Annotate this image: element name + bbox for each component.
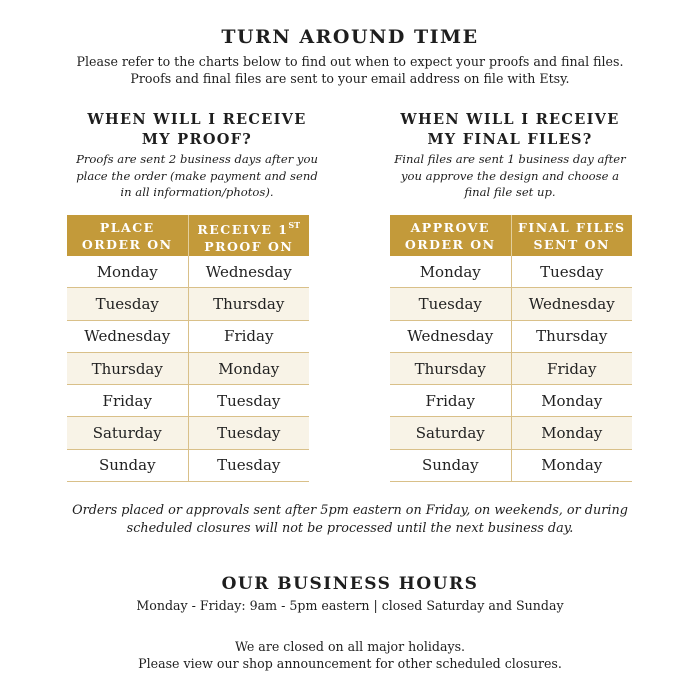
final-note-line: you approve the design and choose a (400, 168, 620, 183)
processing-notice (60, 502, 640, 538)
table-row (67, 256, 309, 288)
business-hours-text: Monday - Friday: 9am - 5pm eastern | closed Saturday and Sunday (136, 598, 564, 613)
business-hours-title: OUR BUSINESS HOURS (221, 574, 479, 594)
result-day-cell: Wednesday (188, 256, 309, 288)
day-cell: Thursday (67, 352, 188, 384)
final-heading (380, 110, 640, 150)
table-row (67, 417, 309, 449)
page-title: TURN AROUND TIME (221, 26, 479, 48)
day-cell: Saturday (67, 417, 188, 449)
day-cell: Monday (67, 256, 188, 288)
proof-note-line: place the order (make payment and send (76, 168, 318, 183)
result-day-cell: Thursday (188, 288, 309, 320)
day-cell: Sunday (390, 449, 511, 481)
proof-note-line: Proofs are sent 2 business days after you (76, 152, 318, 166)
closures-line: We are closed on all major holidays. (234, 639, 466, 654)
result-day-cell: Wednesday (511, 288, 632, 320)
day-cell: Tuesday (67, 288, 188, 320)
proof-table-header (67, 215, 309, 256)
proof-note (57, 151, 337, 201)
table-row (390, 320, 632, 352)
final-files-header: FINAL FILES SENT ON (511, 215, 632, 256)
proof-heading (67, 110, 327, 150)
table-row (67, 320, 309, 352)
day-cell: Tuesday (390, 288, 511, 320)
final-note (370, 151, 650, 201)
result-day-cell: Monday (511, 417, 632, 449)
day-cell: Wednesday (67, 320, 188, 352)
final-note-line: Final files are sent 1 business day after (394, 152, 626, 166)
intro-line: Please refer to the charts below to find out when to expect your proofs and final files. (76, 54, 624, 69)
result-day-cell: Tuesday (188, 417, 309, 449)
closures-line: Please view our shop announcement for other scheduled closures. (138, 656, 562, 671)
table-row (390, 385, 632, 417)
day-cell: Saturday (390, 417, 511, 449)
day-cell: Friday (67, 385, 188, 417)
notice-line: scheduled closures will not be processed until the next business day. (126, 521, 574, 536)
approve-order-header: APPROVE ORDER ON (390, 215, 511, 256)
result-day-cell: Friday (511, 352, 632, 384)
result-day-cell: Thursday (511, 320, 632, 352)
result-day-cell: Friday (188, 320, 309, 352)
proof-table (67, 215, 309, 482)
result-day-cell: Tuesday (188, 385, 309, 417)
final-heading-line: WHEN WILL I RECEIVE (400, 111, 620, 128)
table-row (390, 288, 632, 320)
day-cell: Sunday (67, 449, 188, 481)
table-row (67, 385, 309, 417)
result-day-cell: Monday (511, 385, 632, 417)
proof-heading-line: WHEN WILL I RECEIVE (87, 111, 307, 128)
table-row (67, 288, 309, 320)
proof-heading-line: MY PROOF? (141, 131, 253, 148)
intro-line: Proofs and final files are sent to your email address on file with Etsy. (130, 71, 570, 86)
day-cell: Thursday (390, 352, 511, 384)
final-table-header (390, 215, 632, 256)
table-row (390, 417, 632, 449)
final-note-line: final file set up. (464, 185, 556, 199)
day-cell: Monday (390, 256, 511, 288)
result-day-cell: Tuesday (511, 256, 632, 288)
result-day-cell: Tuesday (188, 449, 309, 481)
table-row (390, 449, 632, 481)
place-order-header: PLACE ORDER ON (67, 215, 188, 256)
final-table (390, 215, 632, 482)
table-row (390, 256, 632, 288)
result-day-cell: Monday (188, 352, 309, 384)
result-day-cell: Monday (511, 449, 632, 481)
receive-proof-header: RECEIVE 1ST PROOF ON (188, 215, 309, 256)
proof-note-line: in all information/photos). (120, 185, 274, 199)
final-heading-line: MY FINAL FILES? (427, 131, 593, 148)
table-row (390, 352, 632, 384)
table-row (67, 449, 309, 481)
notice-line: Orders placed or approvals sent after 5pm eastern on Friday, on weekends, or during (72, 503, 628, 518)
day-cell: Wednesday (390, 320, 511, 352)
closures-text (0, 638, 700, 672)
day-cell: Friday (390, 385, 511, 417)
table-row (67, 352, 309, 384)
intro-text (0, 53, 700, 87)
